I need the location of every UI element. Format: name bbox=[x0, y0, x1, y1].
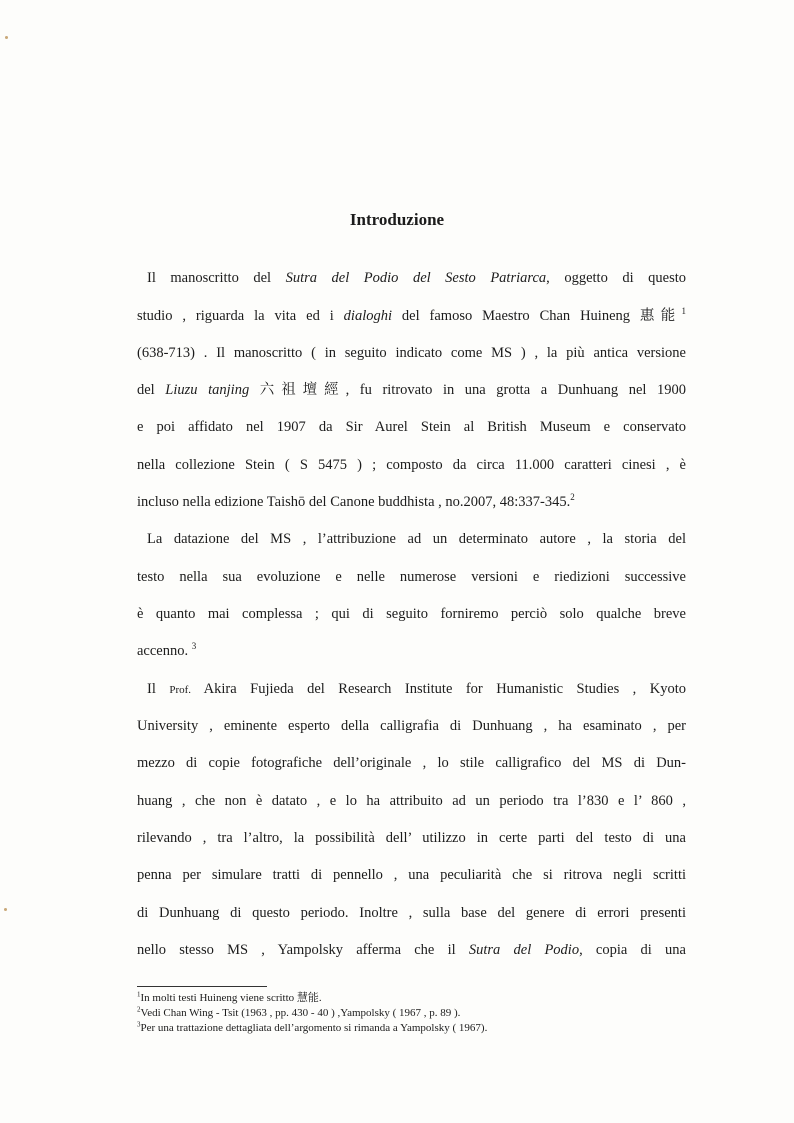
paragraph-1-line-6: nella collezione Stein ( S 5475 ) ; composto da circa 11.000 caratteri cinesi , è bbox=[137, 457, 686, 473]
footnote-1: $^1$In molti testi Huineng viene scritto 慧能. bbox=[137, 990, 322, 1004]
scan-speck bbox=[4, 908, 7, 911]
paragraph-3-line-2: University , eminente esperto della calligrafia di Dunhuang , ha esaminato , per bbox=[137, 718, 686, 734]
paragraph-3-line-1: Il Prof. Akira Fujieda del Research Institute for Humanistic Studies , Kyoto bbox=[147, 681, 687, 697]
paragraph-3-line-4: huang , che non è datato , e lo ha attribuito ad un periodo tra l’830 e l’ 860 , bbox=[137, 793, 686, 809]
paragraph-1-line-1: Il manoscritto del Sutra del Podio del Sesto Patriarca, oggetto di questo bbox=[147, 270, 686, 286]
footnote-divider bbox=[137, 986, 267, 987]
paragraph-2-line-2: testo nella sua evoluzione e nelle numerose versioni e riedizioni successive bbox=[137, 569, 686, 585]
paragraph-1-line-5: e poi affidato nel 1907 da Sir Aurel Stein al British Museum e conservato bbox=[137, 419, 686, 435]
paragraph-3-line-6: penna per simulare tratti di pennello , una peculiarità che si ritrova negli scritti bbox=[137, 867, 686, 883]
scan-speck bbox=[5, 36, 8, 39]
paragraph-2-line-4: accenno. $^3$ bbox=[137, 641, 197, 659]
page-title: Introduzione bbox=[349, 210, 445, 229]
paragraph-3-line-7: di Dunhuang di questo periodo. Inoltre , sulla base del genere di errori presenti bbox=[137, 905, 686, 921]
paragraph-3-line-8: nello stesso MS , Yampolsky afferma che il Sutra del Podio, copia di una bbox=[137, 942, 686, 958]
paragraph-2-line-1: La datazione del MS , l’attribuzione ad un determinato autore , la storia del bbox=[147, 531, 686, 547]
footnote-3: $^3$Per una trattazione dettagliata dell’argomento si rimanda a Yampolsky ( 1967). bbox=[137, 1020, 488, 1034]
paragraph-1-line-3: (638-713) . Il manoscritto ( in seguito indicato come MS ) , la più antica versione bbox=[137, 345, 686, 361]
paragraph-2-line-3: è quanto mai complessa ; qui di seguito forniremo perciò solo qualche breve bbox=[137, 606, 686, 622]
paragraph-1-line-4: del Liuzu tanjing 六祖壇經, fu ritrovato in una grotta a Dunhuang nel 1900 bbox=[137, 382, 686, 398]
paragraph-3-line-3: mezzo di copie fotografiche dell’originale , lo stile calligrafico del MS di Dun- bbox=[137, 755, 686, 771]
footnote-2: $^2$Vedi Chan Wing - Tsit (1963 , pp. 430 - 40 ) ,Yampolsky ( 1967 , p. 89 ). bbox=[137, 1005, 461, 1019]
paragraph-1-line-7: incluso nella edizione Taishō del Canone buddhista , no.2007, 48:337-345.$^2$ bbox=[137, 492, 575, 510]
paragraph-1-line-2: studio , riguarda la vita ed i dialoghi del famoso Maestro Chan Huineng 惠能$^1$ bbox=[137, 306, 686, 324]
paragraph-3-line-5: rilevando , tra l’altro, la possibilità dell’ utilizzo in certe parti del testo di una bbox=[137, 830, 686, 846]
